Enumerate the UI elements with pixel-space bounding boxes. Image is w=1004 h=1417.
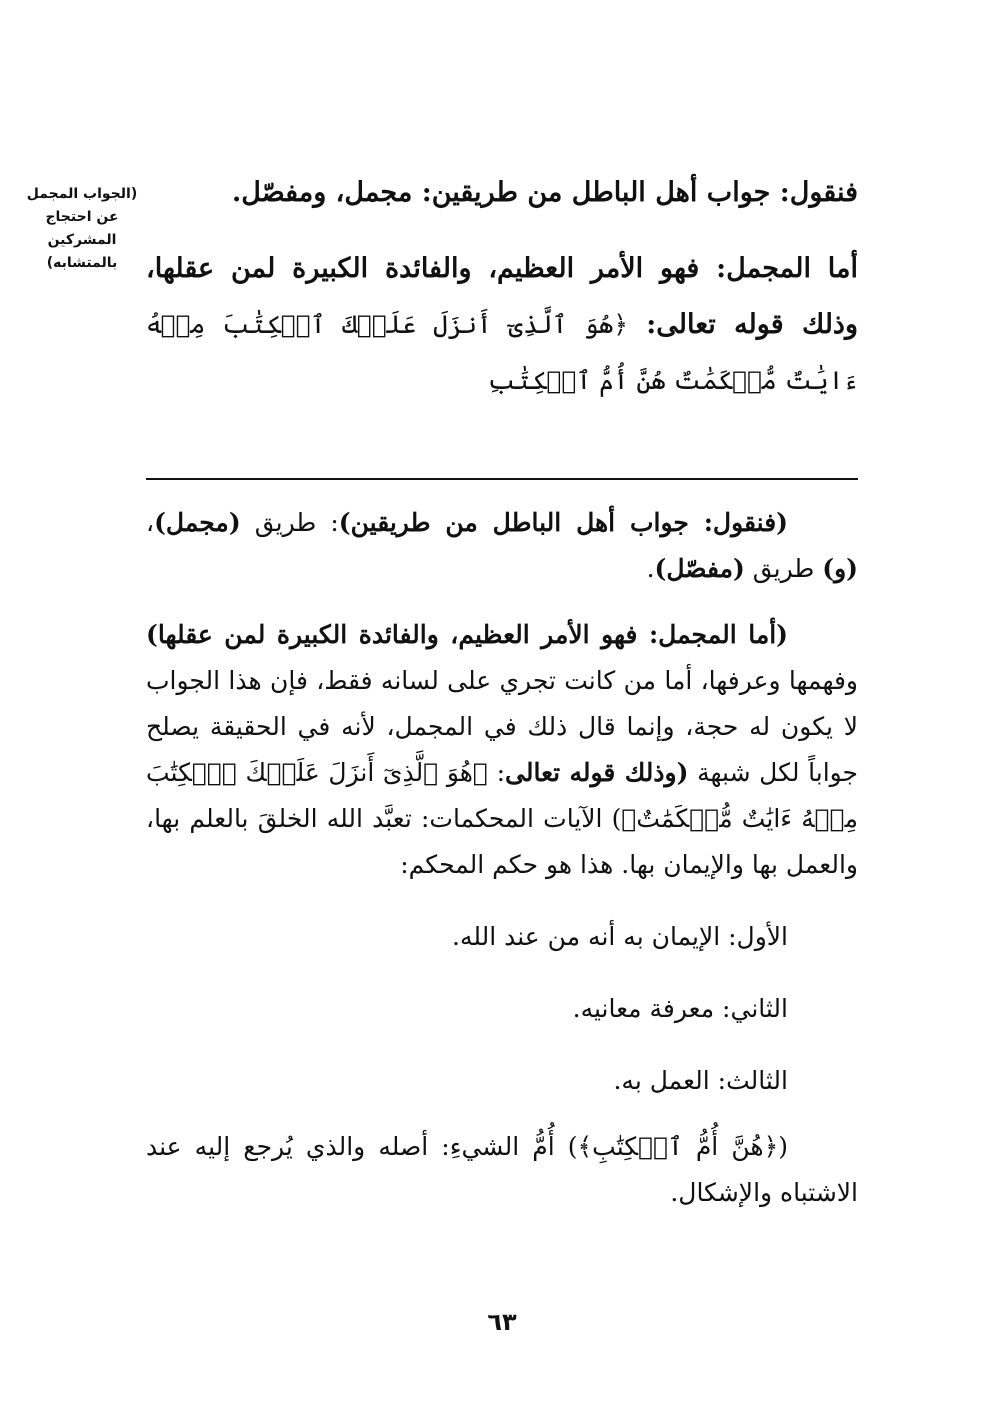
sharh-text-run: ) الآيات المحكمات: تعبَّد الله الخلقَ بالعلم بها، والعمل بها والإيمان بها. هذا هو حكم المحكم: xyxy=(146,804,858,879)
footnote-divider xyxy=(146,478,858,480)
sharh-text-run: ( xyxy=(778,1132,788,1161)
sharh-text-run: ) أُمُّ الشيءِ: أصله والذي يُرجع إليه عند الاشتباه والإشكال. xyxy=(146,1132,858,1207)
page-number: ٦٣ xyxy=(487,1308,517,1336)
sharh-paragraph-3 xyxy=(146,1124,858,1216)
quoted-matn: (و) xyxy=(822,554,858,583)
margin-note: (الجواب المجمل عن احتجاج المشركين بالمتشابه) xyxy=(26,186,138,271)
sharh-text-run: : طريق xyxy=(240,508,339,537)
list-item: الثاني: معرفة معانيه. xyxy=(572,994,788,1023)
matn-paragraph-2 xyxy=(146,241,858,409)
matn-text xyxy=(146,165,858,409)
quoted-matn: (مفصّل) xyxy=(654,554,745,583)
list-item: الأول: الإيمان به أنه من عند الله. xyxy=(452,922,788,951)
quoted-matn: (فنقول: جواب أهل الباطل من طريقين) xyxy=(338,508,788,537)
matn-paragraph-1: فنقول: جواب أهل الباطل من طريقين: مجمل، ومفصّل. xyxy=(231,177,858,208)
quran-verse: ﴿هُنَّ أُمُّ ٱلۡكِتَٰبِ﴾ xyxy=(577,1132,779,1161)
sharh-text xyxy=(146,500,858,1216)
sharh-text-run: : xyxy=(487,758,505,787)
sharh-text-run: . xyxy=(646,554,655,583)
sharh-paragraph-2 xyxy=(146,612,858,888)
matn-paragraph-2-text: أما المجمل: فهو الأمر العظيم، والفائدة الكبيرة لمن عقلها، وذلك قوله تعالى: xyxy=(146,253,858,340)
quoted-matn: (وذلك قوله تعالى xyxy=(505,758,689,787)
sharh-paragraph-1 xyxy=(146,500,858,592)
quoted-matn: (أما المجمل: فهو الأمر العظيم، والفائدة الكبيرة لمن عقلها) xyxy=(146,620,788,649)
sharh-text-run: ، xyxy=(146,508,155,537)
quran-verse: ﴿هُوَ ٱلَّذِىٓ أَنزَلَ عَلَيۡكَ ٱلۡكِتَٰبَ مِنۡهُ ءَايَٰتٌ مُّحۡكَمَٰتٌ هُنَّ أُمُّ ٱلۡكِتَٰبِ xyxy=(146,310,858,395)
sharh-text-run: وفهمها وعرفها، أما من كانت تجري على لسانه فقط، فإن هذا الجواب لا يكون له حجة، وإنما قال ذلك في المجمل، لأنه في الحقيقة يصلح جواباً لكل شبهة xyxy=(146,666,859,787)
sharh-text-run: طريق xyxy=(744,554,823,583)
quran-verse: ﴿هُوَ ٱلَّذِىٓ أَنزَلَ عَلَيۡكَ ٱلۡكِتَٰبَ مِنۡهُ ءَايَٰتٌ مُّحۡكَمَٰتٌ﴾ xyxy=(146,758,858,833)
quoted-matn: (مجمل) xyxy=(154,508,241,537)
list-item: الثالث: العمل به. xyxy=(613,1066,788,1095)
